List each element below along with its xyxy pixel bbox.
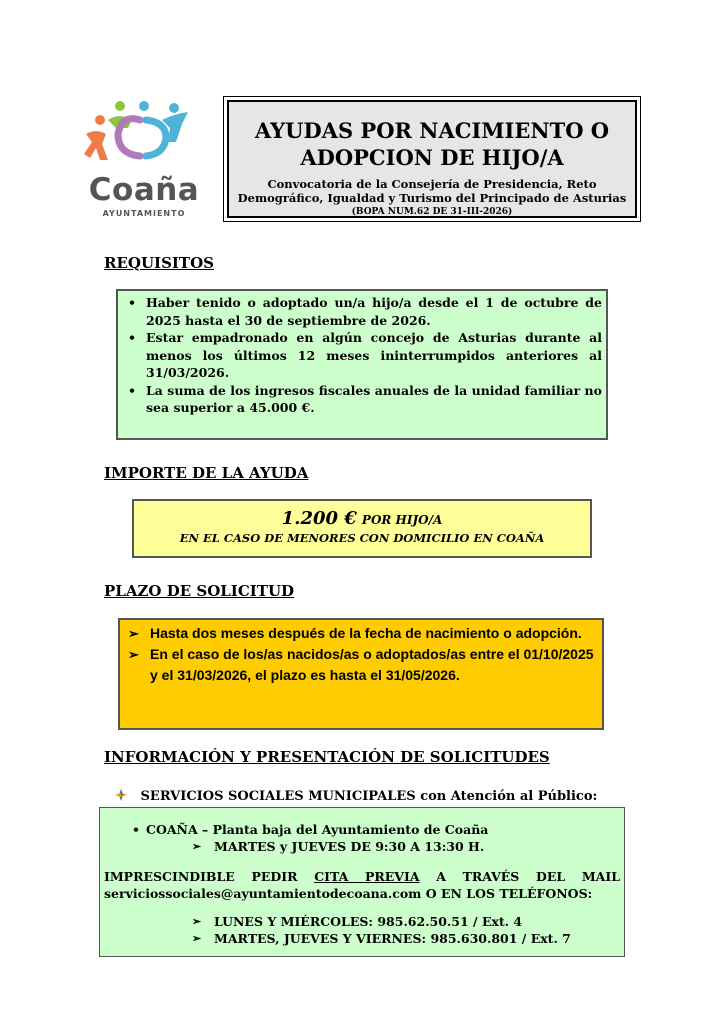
arrow-bullet-icon: ➢ [192, 932, 202, 945]
location-line: • COAÑA – Planta baja del Ayuntamiento de Coaña [132, 822, 489, 837]
info-box [99, 807, 625, 957]
title-line-2: ADOPCION DE HIJO/A [300, 145, 564, 170]
phone-line: ➢ LUNES Y MIÉRCOLES: 985.62.50.51 / Ext. 4 [192, 914, 523, 929]
bullet-icon: • [128, 330, 136, 345]
bopa-reference: (BOPA NUM.62 DE 31-III-2026) [351, 207, 513, 217]
importe-per: POR HIJO/A [361, 513, 443, 527]
importe-title: IMPORTE DE LA AYUDA [104, 464, 309, 482]
importe-amount: 1.200 € [281, 508, 357, 529]
plazo-item: ➢ En el caso de los/as nacidos/as o adoptados/as entre el 01/10/2025 y el 31/03/2026, el plazo es hasta el 31/05/2026. [128, 646, 594, 683]
cita-previa-text: CITA PREVIA [314, 869, 420, 884]
title-line-1: AYUDAS POR NACIMIENTO O [254, 118, 610, 143]
email-line[interactable]: serviciossociales@ayuntamientodecoana.com O EN LOS TELÉFONOS: [104, 886, 593, 901]
requisito-item: • Estar empadronado en algún concejo de Asturias durante al menos los últimos 12 meses ininterrumpidos anteriores al 31/03/2026. [128, 330, 602, 380]
bullet-icon: • [128, 382, 136, 398]
logo-subtitle: AYUNTAMIENTO [102, 209, 186, 218]
bullet-icon: • [128, 295, 136, 310]
requisito-item: • Haber tenido o adoptado un/a hijo/a desde el 1 de octubre de 2025 hasta el 30 de septiembre de 2026. [128, 295, 602, 328]
header-subtitle: Convocatoria de la Consejería de Presidencia, Reto Demográfico, Igualdad y Turismo del Principado de Asturias [237, 177, 627, 205]
appointment-line: IMPRESCINDIBLE PEDIR CITA PREVIA A TRAVÉS DEL MAIL [104, 869, 621, 884]
requisitos-title: REQUISITOS [104, 254, 214, 272]
header-box [223, 96, 641, 222]
compass-bullet-icon [114, 789, 128, 801]
requisitos-list [124, 294, 602, 417]
arrow-bullet-icon: ➢ [192, 840, 202, 853]
services-line: SERVICIOS SOCIALES MUNICIPALES con Atención al Público: [114, 789, 597, 804]
importe-box [132, 499, 592, 558]
arrow-bullet-icon: ➢ [192, 915, 202, 928]
plazo-title: PLAZO DE SOLICITUD [104, 582, 295, 600]
bullet-icon: • [132, 822, 140, 837]
logo-wordmark: Coaña [88, 172, 200, 208]
info-title: INFORMACIÓN Y PRESENTACIÓN DE SOLICITUDES [104, 748, 550, 766]
page-title [229, 117, 635, 171]
header-inner [227, 100, 637, 218]
requisitos-box [116, 289, 608, 440]
requisito-item: • La suma de los ingresos fiscales anuales de la unidad familiar no sea superior a 45.000 €. [128, 382, 602, 415]
arrow-bullet-icon: ➢ [128, 647, 139, 662]
phone-line: ➢ MARTES, JUEVES Y VIERNES: 985.630.801 / Ext. 7 [192, 931, 571, 946]
plazo-item: ➢ Hasta dos meses después de la fecha de nacimiento o adopción. [128, 623, 596, 644]
importe-condition: EN EL CASO DE MENORES CON DOMICILIO EN COAÑA [179, 531, 545, 545]
arrow-bullet-icon: ➢ [128, 626, 139, 641]
plazo-box [118, 618, 604, 730]
schedule-line: ➢ MARTES y JUEVES DE 9:30 A 13:30 H. [192, 839, 485, 854]
